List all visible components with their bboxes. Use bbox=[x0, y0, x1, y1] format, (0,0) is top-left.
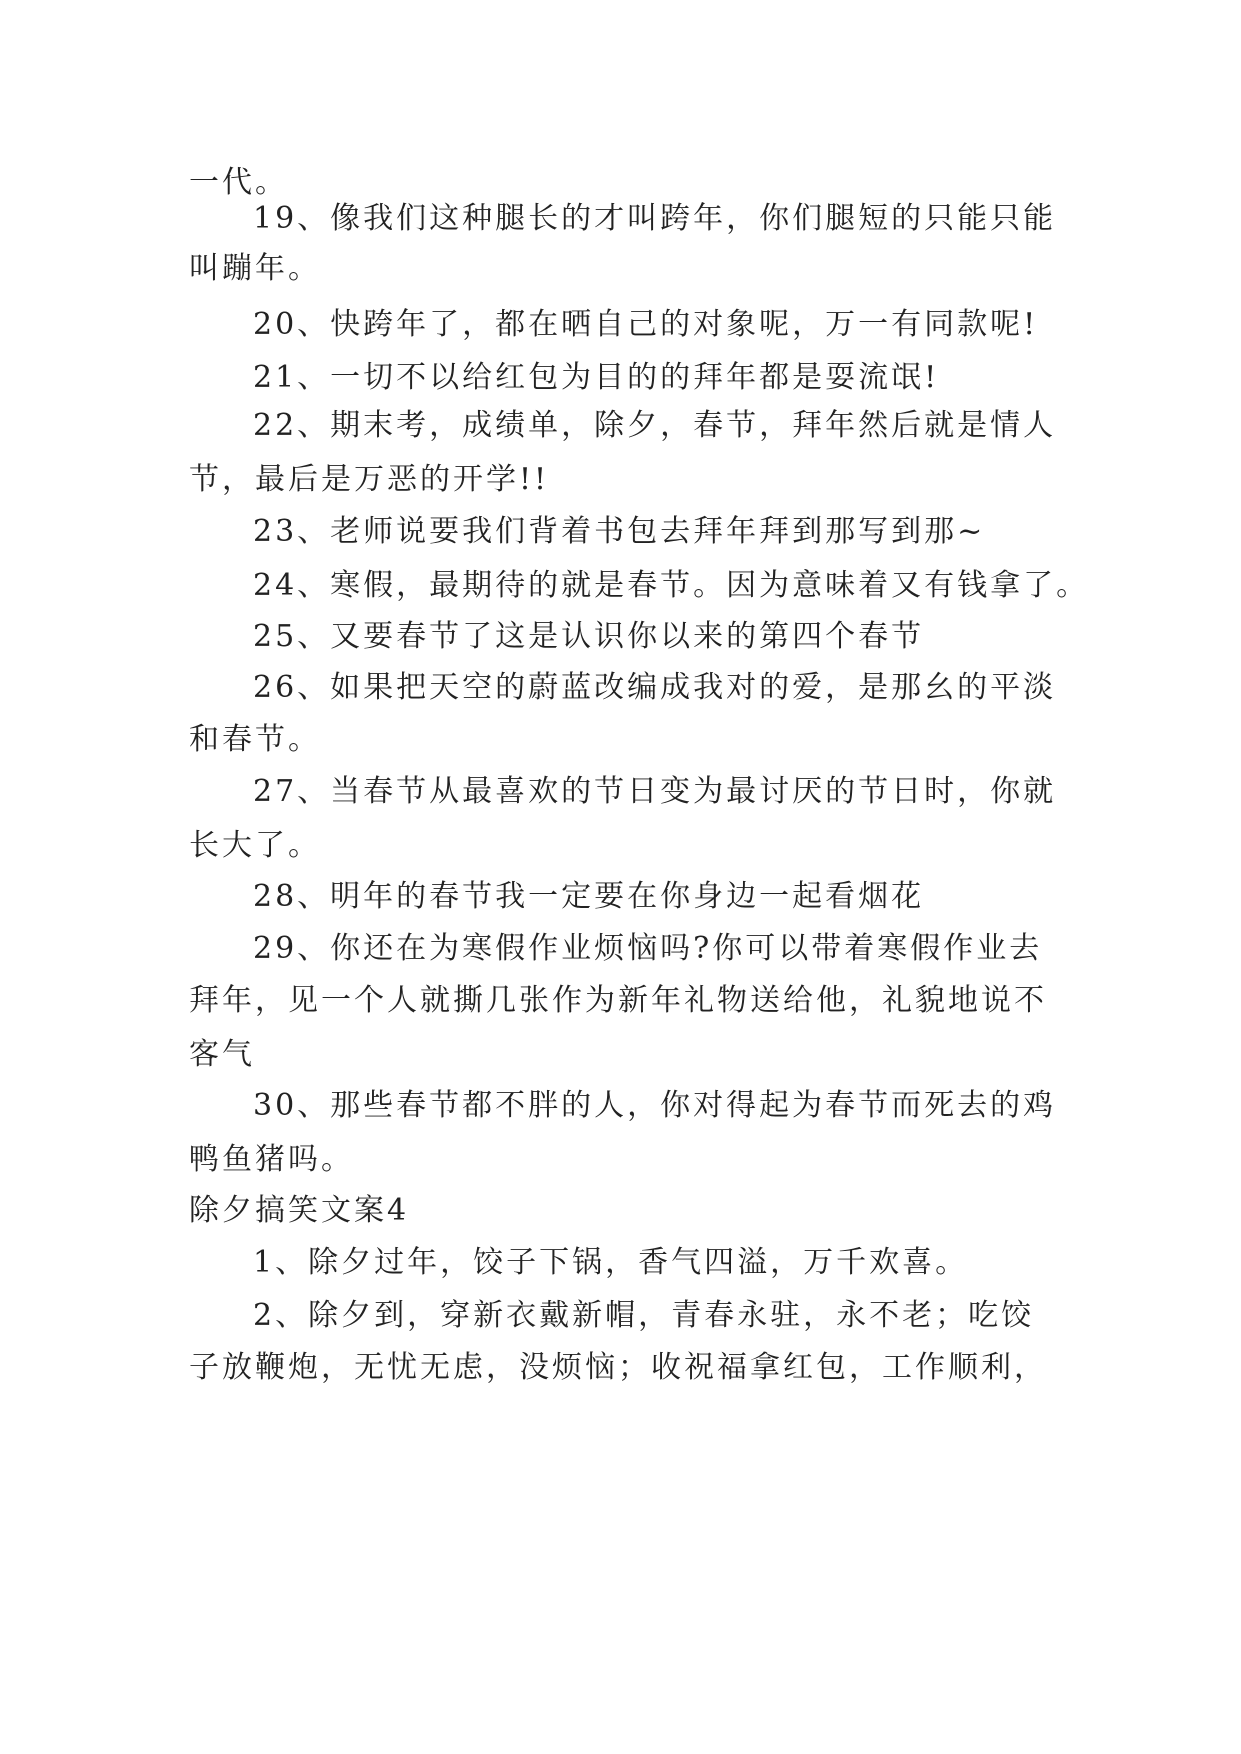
text-line: 22、期末考，成绩单，除夕，春节，拜年然后就是情人 bbox=[253, 408, 1057, 443]
text-line: 拜年，见一个人就撕几张作为新年礼物送给他，礼貌地说不 bbox=[189, 983, 1047, 1018]
text-line: 叫蹦年。 bbox=[189, 251, 321, 286]
text-line: 2、除夕到，穿新衣戴新帽，青春永驻，永不老；吃饺 bbox=[253, 1298, 1035, 1333]
text-line: 1、除夕过年，饺子下锅，香气四溢，万千欢喜。 bbox=[253, 1245, 969, 1280]
text-line: 24、寒假，最期待的就是春节。因为意味着又有钱拿了。 bbox=[253, 568, 1090, 603]
text-line: 子放鞭炮，无忧无虑，没烦恼；收祝福拿红包，工作顺利， bbox=[189, 1350, 1047, 1385]
text-line: 21、一切不以给红包为目的的拜年都是耍流氓! bbox=[253, 360, 940, 395]
text-line: 25、又要春节了这是认识你以来的第四个春节 bbox=[253, 619, 925, 654]
text-line: 和春节。 bbox=[189, 722, 321, 757]
text-line: 29、你还在为寒假作业烦恼吗?你可以带着寒假作业去 bbox=[253, 931, 1043, 966]
text-line: 23、老师说要我们背着书包去拜年拜到那写到那~ bbox=[253, 514, 986, 549]
text-line: 长大了。 bbox=[189, 828, 321, 863]
text-line: 鸭鱼猪吗。 bbox=[189, 1142, 354, 1177]
text-line: 20、快跨年了，都在晒自己的对象呢，万一有同款呢! bbox=[253, 307, 1039, 342]
text-line: 19、像我们这种腿长的才叫跨年，你们腿短的只能只能 bbox=[253, 201, 1057, 236]
text-line: 30、那些春节都不胖的人，你对得起为春节而死去的鸡 bbox=[253, 1088, 1057, 1123]
text-line: 28、明年的春节我一定要在你身边一起看烟花 bbox=[253, 879, 925, 914]
section-heading: 除夕搞笑文案4 bbox=[189, 1193, 410, 1228]
text-line: 节，最后是万恶的开学!! bbox=[189, 462, 550, 497]
text-line: 客气 bbox=[189, 1037, 255, 1072]
text-line: 27、当春节从最喜欢的节日变为最讨厌的节日时，你就 bbox=[253, 774, 1057, 809]
text-line: 一代。 bbox=[189, 165, 288, 200]
text-line: 26、如果把天空的蔚蓝改编成我对的爱，是那幺的平淡 bbox=[253, 670, 1057, 705]
